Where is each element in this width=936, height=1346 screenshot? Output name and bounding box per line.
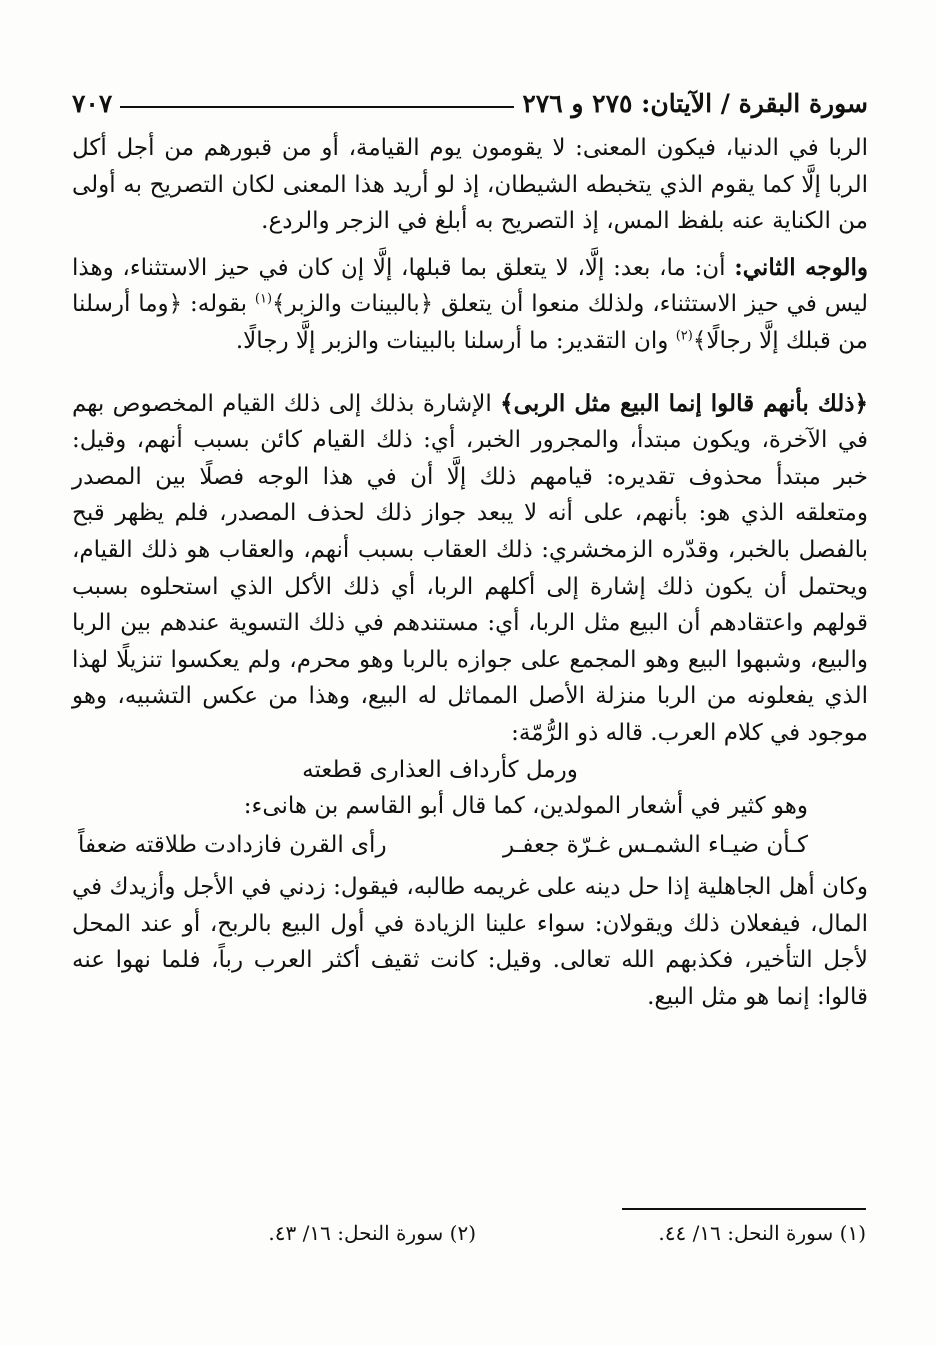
header-rule [120, 106, 514, 108]
running-title: سورة البقرة / الآيتان: ٢٧٥ و ٢٧٦ [522, 89, 868, 118]
paragraph-5: وكان أهل الجاهلية إذا حل دينه على غريمه طالبه، فيقول: زدني في الأجل وأزيدك في المال، فيفعلان ذلك ويقولان: سواء علينا الزيادة في أول البيع بالربح، أو عند المحل لأجل التأخير، فكذبهم الله تعالى. وقيل: كانت ثقيف أكثر العرب رباً، فلما نهوا عنه قالوا: إنما هو مثل البيع. [72, 874, 868, 1011]
poetry-verse-2 [72, 827, 868, 864]
footnote-ref-2: (٢) [675, 328, 693, 344]
verse-2-second-hemistich: رأى القرن فازدادت طلاقته ضعفاً [78, 831, 387, 858]
page-header [72, 78, 868, 118]
paragraph-2 [72, 250, 868, 360]
page-body [72, 130, 868, 1016]
quran-quote: ﴿ذلك بأنهم قالوا إنما البيع مثل الربى﴾ [500, 389, 868, 417]
footnotes [72, 1221, 866, 1245]
paragraph-4: وهو كثير في أشعار المولدين، كما قال أبو القاسم بن هانىء: [243, 793, 808, 820]
verse-2-first-hemistich: كـأن ضيـاء الشمـس غـرّة جعفـر [502, 831, 808, 858]
paragraph-3 [72, 386, 868, 752]
paragraph-2-lead: والوجه الثاني: [734, 253, 868, 281]
footnote-rule [622, 1208, 866, 1210]
paragraph-2-text-a: أن: ما، بعد: إلَّا، لا يتعلق بما قبلها، إلَّا إن كان في حيز الاستثناء، وهذا ليس في حيز الاستثناء، ولذلك منعوا أن يتعلق ﴿بالبينات والزبر﴾ [72, 254, 868, 318]
page-number: ٧٠٧ [72, 89, 113, 118]
footnote-ref-1: (١) [254, 291, 273, 307]
footnote-1: (١) سورة النحل: ١٦/ ٤٤. [658, 1221, 866, 1245]
footnote-2: (٢) سورة النحل: ١٦/ ٤٣. [268, 1221, 476, 1245]
paragraph-2-text-b: بقوله: ﴿وما أرسلنا من قبلك إلَّا رجالًا﴾ [72, 291, 868, 354]
paragraph-3-text: الإشارة بذلك إلى ذلك القيام المخصوص بهم في الآخرة، ويكون مبتدأ، والمجرور الخبر، أي: ذلك القيام كائن بسبب أنهم، وقيل: خبر مبتدأ محذوف تقديره: قيامهم ذلك إلَّا أن في هذا الوجه فصلًا بين المصدر ومتعلقه الذي هو: بأنهم، على أنه لا يبعد جواز ذلك لحذف المصدر، فلم يظهر قبح بالفصل بالخبر، وقدّره الزمخشري: ذلك العقاب بسبب أنهم، والعقاب هو ذلك القيام، ويحتمل أن يكون ذلك إشارة إلى أكلهم الربا، أي ذلك الأكل الذي استحلوه بسبب قولهم واعتقادهم أن البيع مثل الربا، أي: مستندهم في ذلك التسوية عندهم بين الربا والبيع، وشبهوا البيع وهو المجمع على جوازه بالربا وهو محرم، ولم يعكسوا تنزيلًا لهذا الذي يفعلونه من الربا منزلة الأصل المماثل له البيع، وهذا من عكس التشبيه، وهو موجود في كلام العرب. قاله ذو الرُّمّة: [72, 390, 868, 746]
poetry-verse-1: ورمل كأرداف العذارى قطعته [302, 756, 578, 783]
paragraph-2-text-c: وان التقدير: ما أرسلنا بالبينات والزبر إلَّا رجالًا. [235, 327, 676, 354]
paragraph-1: الربا في الدنيا، فيكون المعنى: لا يقومون يوم القيامة، أو من قبورهم من أجل أكل الربا إلَّا كما يقوم الذي يتخبطه الشيطان، إذ لو أريد هذا المعنى لكان التصريح به أولى من الكناية عنه بلفظ المس، إذ التصريح به أبلغ في الزجر والردع. [72, 135, 868, 235]
